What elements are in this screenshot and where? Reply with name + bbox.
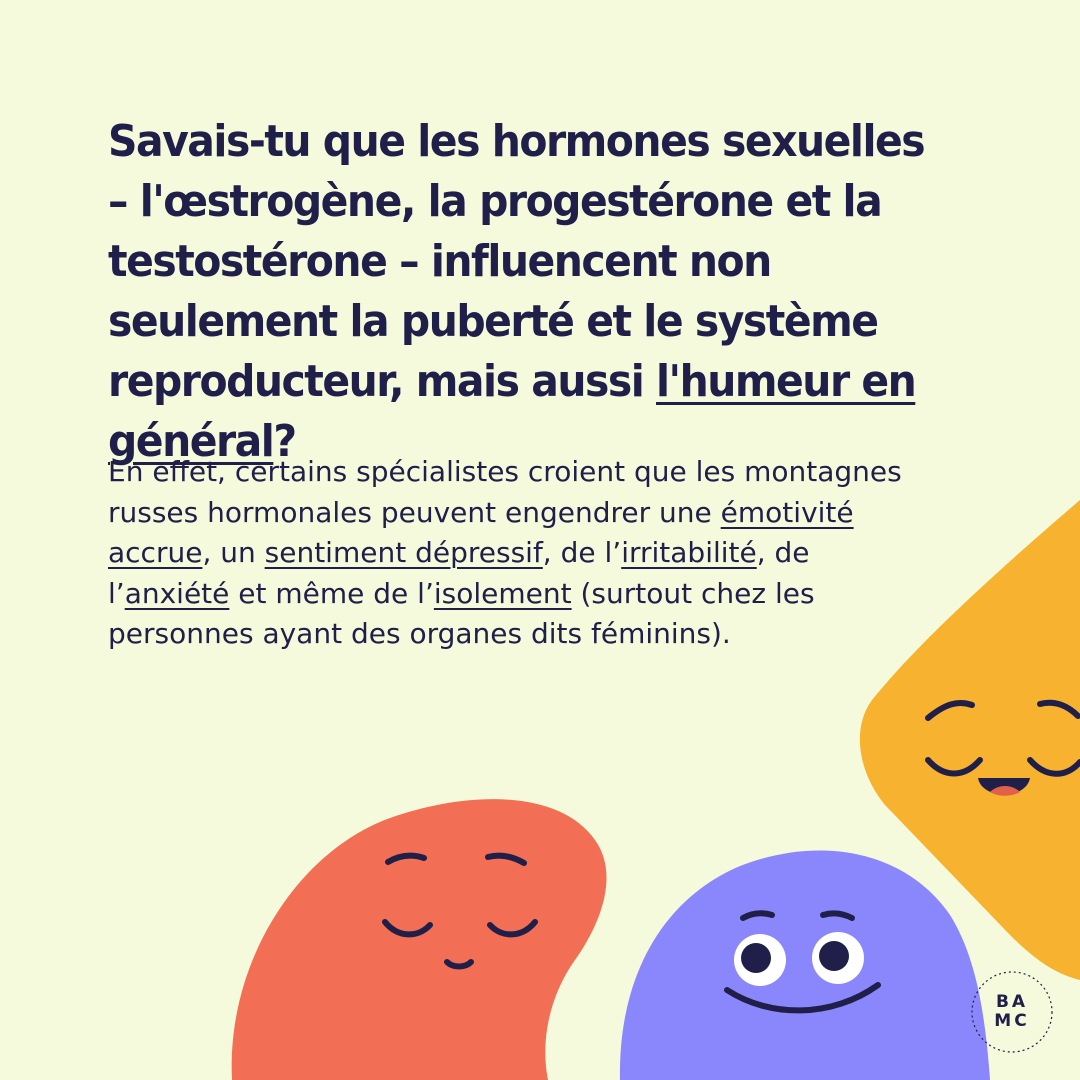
coral-blob-shape <box>232 799 607 1080</box>
headline-text: Savais-tu que les hormones sexuelles – l'œstrogène, la progestérone et la testostérone – influencent non seulement la puberté et le système reproducteur, mais aussi <box>108 116 925 407</box>
headline: Savais-tu que les hormones sexuelles – l'œstrogène, la progestérone et la testostérone – influencent non seulement la puberté et le système reproducteur, mais aussi l'humeur en général? <box>108 116 925 467</box>
headline-link-general[interactable]: général <box>108 416 274 467</box>
term-irritabilite[interactable]: irritabilité <box>621 536 757 569</box>
logo-letters: BA MC <box>994 992 1030 1031</box>
body-paragraph: En effet, certains spécialistes croient que les montagnes russes hormonales peuvent engendrer une émotivité accrue, un sentiment dépressif, de l’irritabilité, de l’anxiété et même de l’isolement (surtout chez les personnes ayant des organes dits féminins). <box>108 455 902 650</box>
bamc-logo[interactable] <box>968 968 1056 1056</box>
headline-link-humeur[interactable]: l'humeur en <box>656 356 916 407</box>
term-sentiment-depressif[interactable]: sentiment dépressif <box>264 536 543 569</box>
term-emotivite[interactable]: émotivité accrue <box>108 495 854 569</box>
term-isolement[interactable]: isolement <box>433 576 572 610</box>
term-anxiete[interactable]: anxiété <box>124 576 230 610</box>
purple-blob-shape <box>620 850 990 1080</box>
purple-blob-character <box>620 850 990 1080</box>
coral-blob-character <box>232 799 607 1080</box>
